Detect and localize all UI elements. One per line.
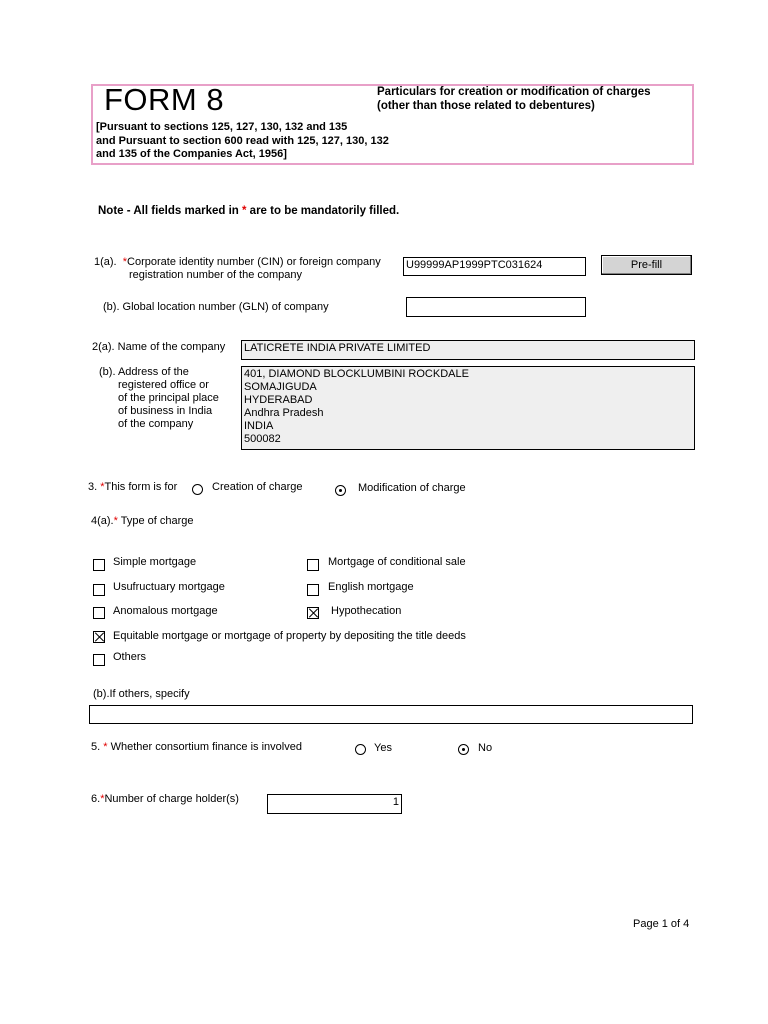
- q6-number: 6.: [91, 793, 101, 805]
- pursuant-text: [Pursuant to sections 125, 127, 130, 132 and 135 and Pursuant to section 600 read with 125, 127, 130, 132 and 135 of the Companies Act, 1956]: [96, 121, 389, 160]
- q3-label-text: This form is for: [104, 481, 178, 493]
- checkbox-hypothecation[interactable]: [307, 607, 319, 619]
- checkbox-usufructuary-mortgage[interactable]: [93, 584, 105, 596]
- checkbox-simple-mortgage[interactable]: [93, 559, 105, 571]
- q2b-label-line-3: of the principal place: [118, 392, 219, 404]
- others-label: Others: [113, 651, 147, 663]
- q1a-label-line-2: registration number of the company: [129, 269, 303, 281]
- company-name-field[interactable]: LATICRETE INDIA PRIVATE LIMITED: [241, 340, 695, 360]
- q1b-label: (b). Global location number (GLN) of company: [103, 301, 329, 313]
- q5-star: *: [103, 741, 108, 753]
- q6-star: *: [100, 793, 105, 805]
- modification-of-charge-label: Modification of charge: [358, 482, 466, 494]
- q1a-label-line-1: Corporate identity number (CIN) or foreign company: [127, 256, 381, 268]
- q3-star: *: [100, 481, 105, 493]
- prefill-button[interactable]: Pre-fill: [601, 255, 692, 275]
- q2b-label-line-1: (b). Address of the: [99, 366, 189, 378]
- q5-label: [91, 741, 302, 754]
- q4b-label: (b).If others, specify: [93, 688, 190, 700]
- hypothecation-label: Hypothecation: [331, 605, 402, 617]
- form-title: FORM 8: [104, 82, 225, 117]
- note-star: *: [242, 205, 247, 217]
- form-subtitle: [377, 85, 697, 113]
- anomalous-mortgage-label: Anomalous mortgage: [113, 605, 218, 617]
- page-number: Page 1 of 4: [633, 918, 690, 930]
- address-field[interactable]: 401, DIAMOND BLOCKLUMBINI ROCKDALE SOMAJIGUDA HYDERABAD Andhra Pradesh INDIA 500082: [241, 366, 695, 450]
- others-specify-field[interactable]: [89, 705, 693, 724]
- radio-consortium-no[interactable]: [458, 744, 469, 755]
- q6-label: [91, 793, 239, 806]
- q3-number: 3.: [88, 481, 98, 493]
- gln-field[interactable]: [406, 297, 586, 317]
- radio-consortium-yes[interactable]: [355, 744, 366, 755]
- consortium-no-label: No: [478, 742, 493, 754]
- q4a-star: *: [113, 515, 118, 527]
- q4a-label: [91, 515, 194, 528]
- creation-of-charge-label: Creation of charge: [212, 481, 303, 493]
- cin-field[interactable]: U99999AP1999PTC031624: [403, 257, 586, 276]
- q2a-label: 2(a). Name of the company: [92, 341, 226, 353]
- mortgage-conditional-sale-label: Mortgage of conditional sale: [328, 556, 466, 568]
- equitable-mortgage-label: Equitable mortgage or mortgage of property by depositing the title deeds: [113, 630, 466, 642]
- consortium-yes-label: Yes: [374, 742, 392, 754]
- radio-creation-of-charge[interactable]: [192, 484, 203, 495]
- english-mortgage-label: English mortgage: [328, 581, 414, 593]
- q3-label: [88, 481, 177, 494]
- usufructuary-mortgage-label: Usufructuary mortgage: [113, 581, 225, 593]
- q4a-number: 4(a).: [91, 515, 114, 527]
- q5-number: 5.: [91, 741, 101, 753]
- note-prefix: Note - All fields marked in: [98, 205, 242, 217]
- q1a-number: 1(a).: [94, 256, 117, 268]
- radio-modification-of-charge[interactable]: [335, 485, 346, 496]
- note-suffix: are to be mandatorily filled.: [246, 205, 400, 217]
- mandatory-note: [98, 205, 399, 217]
- checkbox-english-mortgage[interactable]: [307, 584, 319, 596]
- q2b-label-line-2: registered office or: [118, 379, 209, 391]
- charge-holders-count-field[interactable]: 1: [267, 794, 402, 814]
- q2b-label-line-5: of the company: [118, 418, 194, 430]
- subtitle-line-1: Particulars for creation or modification of charges: [377, 86, 651, 98]
- q2b-label-line-4: of business in India: [118, 405, 213, 417]
- simple-mortgage-label: Simple mortgage: [113, 556, 197, 568]
- checkbox-equitable-mortgage[interactable]: [93, 631, 105, 643]
- q4a-label-text: Type of charge: [117, 515, 194, 527]
- checkbox-mortgage-conditional-sale[interactable]: [307, 559, 319, 571]
- q6-label-text: Number of charge holder(s): [104, 793, 239, 805]
- checkbox-anomalous-mortgage[interactable]: [93, 607, 105, 619]
- subtitle-line-2: (other than those related to debentures): [377, 100, 595, 112]
- q1a-label: [94, 256, 381, 269]
- q5-label-text: Whether consortium finance is involved: [107, 741, 302, 753]
- q1a-star: *: [122, 256, 128, 268]
- checkbox-others[interactable]: [93, 654, 105, 666]
